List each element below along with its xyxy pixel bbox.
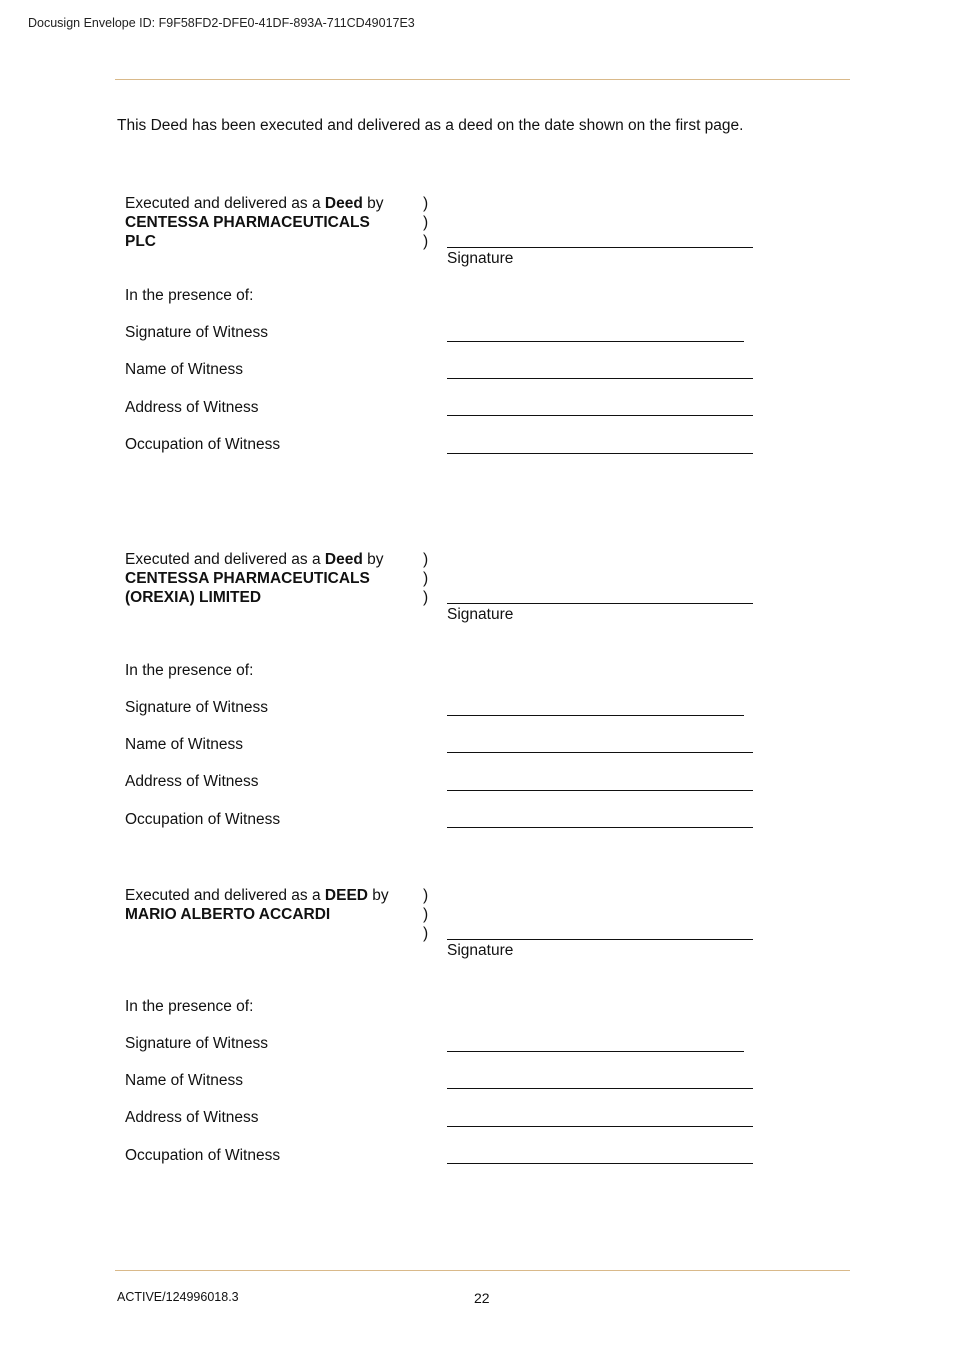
footer-rule: [115, 1270, 850, 1271]
party-name-line1: MARIO ALBERTO ACCARDI: [125, 906, 331, 923]
exec-prefix: Executed and delivered as a: [125, 887, 325, 904]
presence-label: In the presence of:: [125, 662, 254, 679]
witness-signature-label: Signature of Witness: [125, 699, 269, 716]
presence-label: In the presence of:: [125, 998, 254, 1015]
paren: ): [423, 195, 429, 212]
exec-suffix: by: [362, 551, 384, 568]
witness-name-line[interactable]: [447, 752, 753, 753]
witness-occupation-line[interactable]: [447, 1163, 753, 1164]
presence-label: In the presence of:: [125, 287, 254, 304]
witness-name-line[interactable]: [447, 1088, 753, 1089]
witness-signature-line[interactable]: [447, 715, 744, 716]
witness-name-label: Name of Witness: [125, 1072, 244, 1089]
witness-name-label: Name of Witness: [125, 361, 244, 378]
witness-address-label: Address of Witness: [125, 773, 259, 790]
paren: ): [423, 233, 429, 250]
document-reference: ACTIVE/124996018.3: [117, 1290, 239, 1304]
witness-occupation-label: Occupation of Witness: [125, 811, 281, 828]
bracket-column: [423, 550, 428, 607]
signature-line[interactable]: [447, 247, 753, 248]
signature-line[interactable]: [447, 939, 753, 940]
bracket-column: [423, 886, 428, 943]
witness-address-line[interactable]: [447, 790, 753, 791]
witness-occupation-line[interactable]: [447, 453, 753, 454]
execution-statement: [125, 550, 415, 607]
paren: ): [423, 214, 429, 231]
party-name-line2: PLC: [125, 233, 156, 250]
exec-keyword: Deed: [324, 195, 363, 212]
exec-suffix: by: [362, 195, 384, 212]
paren: ): [423, 570, 429, 587]
bracket-column: [423, 194, 428, 251]
party-name-line2: (OREXIA) LIMITED: [125, 589, 262, 606]
exec-suffix: by: [368, 887, 389, 904]
exec-keyword: DEED: [324, 887, 368, 904]
paren: ): [423, 887, 429, 904]
deed-intro-text: This Deed has been executed and delivered as a deed on the date shown on the first page.: [117, 117, 744, 134]
docusign-envelope-id: Docusign Envelope ID: F9F58FD2-DFE0-41DF-893A-711CD49017E3: [28, 16, 415, 30]
execution-statement: [125, 194, 415, 251]
signature-label: Signature: [447, 250, 514, 267]
signature-label: Signature: [447, 942, 514, 959]
header-rule: [115, 79, 850, 80]
paren: ): [423, 906, 429, 923]
witness-occupation-label: Occupation of Witness: [125, 436, 281, 453]
signature-line[interactable]: [447, 603, 753, 604]
witness-name-line[interactable]: [447, 378, 753, 379]
party-name-line1: CENTESSA PHARMACEUTICALS: [125, 214, 370, 231]
witness-address-line[interactable]: [447, 1126, 753, 1127]
execution-statement: [125, 886, 415, 924]
exec-prefix: Executed and delivered as a: [125, 551, 325, 568]
signature-label: Signature: [447, 606, 514, 623]
witness-occupation-line[interactable]: [447, 827, 753, 828]
witness-signature-label: Signature of Witness: [125, 1035, 269, 1052]
witness-signature-label: Signature of Witness: [125, 324, 269, 341]
witness-address-line[interactable]: [447, 415, 753, 416]
exec-prefix: Executed and delivered as a: [125, 195, 325, 212]
exec-keyword: Deed: [324, 551, 363, 568]
witness-address-label: Address of Witness: [125, 399, 259, 416]
witness-name-label: Name of Witness: [125, 736, 244, 753]
witness-address-label: Address of Witness: [125, 1109, 259, 1126]
paren: ): [423, 925, 429, 942]
witness-occupation-label: Occupation of Witness: [125, 1147, 281, 1164]
page-number: 22: [474, 1290, 490, 1306]
paren: ): [423, 589, 429, 606]
paren: ): [423, 551, 429, 568]
witness-signature-line[interactable]: [447, 1051, 744, 1052]
party-name-line1: CENTESSA PHARMACEUTICALS: [125, 570, 370, 587]
witness-signature-line[interactable]: [447, 341, 744, 342]
